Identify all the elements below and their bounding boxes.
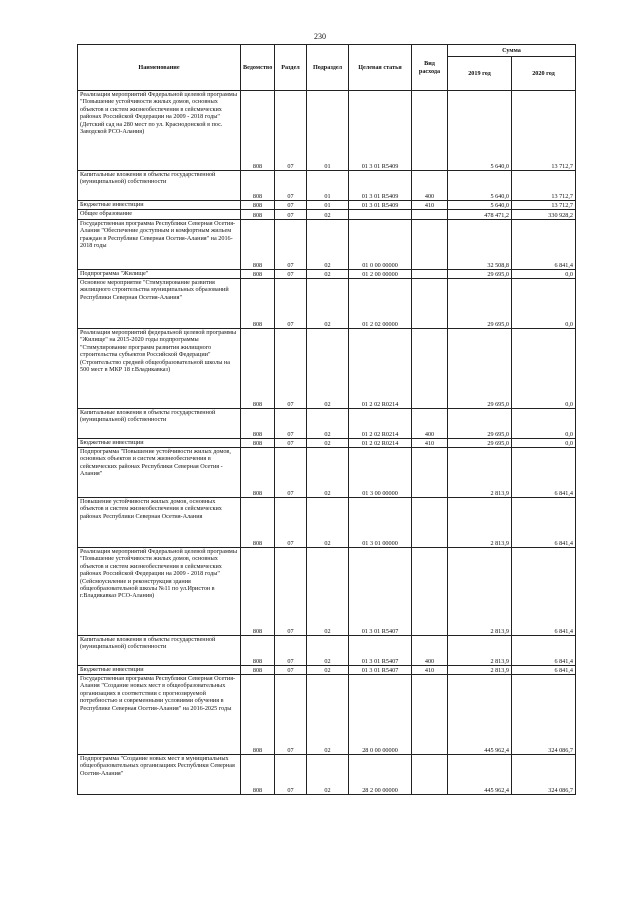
row-name: Государственная программа Республики Северная Осетия-Алания "Создание новых мест в общеобразовательных организациях в соответствии с прогнозируемой потребностью и современными условиями обучения в Республике Северная Осетия-Алания" на 2016-2025 годы (78, 675, 241, 755)
header-vedomstvo: Ведомство (241, 45, 275, 91)
row-2020: 6 841,4 (512, 448, 576, 498)
row-name: Бюджетные инвестиции (78, 666, 241, 675)
row-name: Бюджетные инвестиции (78, 439, 241, 448)
row-razdel: 07 (275, 270, 307, 279)
row-vedomstvo: 808 (241, 201, 275, 210)
row-2019: 5 640,0 (448, 201, 512, 210)
row-2019: 29 695,0 (448, 270, 512, 279)
table-row (78, 755, 576, 795)
row-expense: 410 (412, 439, 448, 448)
row-vedomstvo: 808 (241, 636, 275, 666)
row-podrazdel: 02 (307, 329, 349, 409)
row-expense (412, 498, 448, 548)
row-name: Капитальные вложения в объекты государственной (муниципальной) собственности (78, 409, 241, 439)
row-razdel: 07 (275, 675, 307, 755)
row-expense: 400 (412, 409, 448, 439)
header-target: Целевая статья (349, 45, 412, 91)
row-target: 01 3 00 00000 (349, 448, 412, 498)
row-podrazdel: 02 (307, 448, 349, 498)
row-vedomstvo: 808 (241, 548, 275, 636)
header-sum: Сумма (448, 45, 576, 57)
row-podrazdel: 01 (307, 171, 349, 201)
table-row (78, 220, 576, 270)
table-row (78, 91, 576, 171)
row-vedomstvo: 808 (241, 675, 275, 755)
row-razdel: 07 (275, 91, 307, 171)
table-row (78, 498, 576, 548)
row-2019: 2 813,9 (448, 498, 512, 548)
header-2019: 2019 год (448, 57, 512, 91)
row-podrazdel: 02 (307, 409, 349, 439)
row-vedomstvo: 808 (241, 329, 275, 409)
row-vedomstvo: 808 (241, 498, 275, 548)
row-2020: 6 841,4 (512, 498, 576, 548)
row-vedomstvo: 808 (241, 270, 275, 279)
row-razdel: 07 (275, 279, 307, 329)
row-2020: 6 841,4 (512, 666, 576, 675)
row-2020: 0,0 (512, 329, 576, 409)
row-expense (412, 329, 448, 409)
table-row (78, 666, 576, 675)
row-name: Реализация мероприятий Федеральной целевой программы "Повышение устойчивости жилых домов, основных объектов и систем жизнеобеспечения в сейсмических районах Российской Федерации на 2009 - 2018 годы" (Детский сад на 280 мест по ул. Краснодонской в пос. Заводской РСО-Алания) (78, 91, 241, 171)
row-target: 01 2 02 R0214 (349, 409, 412, 439)
row-target: 01 3 01 R5409 (349, 201, 412, 210)
row-razdel: 07 (275, 201, 307, 210)
row-2019: 29 695,0 (448, 439, 512, 448)
row-target: 01 3 01 R5407 (349, 636, 412, 666)
table-row (78, 548, 576, 636)
row-2020: 13 712,7 (512, 91, 576, 171)
row-vedomstvo: 808 (241, 171, 275, 201)
row-2020: 6 841,4 (512, 548, 576, 636)
row-name: Капитальные вложения в объекты государственной (муниципальной) собственности (78, 636, 241, 666)
table-row (78, 448, 576, 498)
row-name: Реализация мероприятий федеральной целевой программы "Жилище" на 2015-2020 годы подпрограммы "Стимулирование программ развития жилищного строительства субъектов Российской Федерации" (Строительство средней общеобразовательной школы на 500 мест в МКР 18 г.Владикавказ) (78, 329, 241, 409)
row-2019: 2 813,9 (448, 636, 512, 666)
row-name: Общее образование (78, 210, 241, 220)
row-2019: 445 962,4 (448, 755, 512, 795)
row-target: 28 0 00 00000 (349, 675, 412, 755)
row-podrazdel: 02 (307, 755, 349, 795)
budget-table (77, 44, 576, 795)
row-2019: 2 813,9 (448, 548, 512, 636)
row-vedomstvo: 808 (241, 409, 275, 439)
row-podrazdel: 02 (307, 220, 349, 270)
row-razdel: 07 (275, 666, 307, 675)
row-target: 01 2 02 00000 (349, 279, 412, 329)
row-2020: 6 841,4 (512, 636, 576, 666)
row-vedomstvo: 808 (241, 279, 275, 329)
row-target: 01 3 01 00000 (349, 498, 412, 548)
row-name: Капитальные вложения в объекты государственной (муниципальной) собственности (78, 171, 241, 201)
header-name: Наименование (78, 45, 241, 91)
row-expense (412, 270, 448, 279)
row-2020: 13 712,7 (512, 201, 576, 210)
row-2019: 2 813,9 (448, 666, 512, 675)
row-expense (412, 448, 448, 498)
row-2020: 324 086,7 (512, 675, 576, 755)
row-razdel: 07 (275, 171, 307, 201)
row-expense (412, 279, 448, 329)
row-podrazdel: 02 (307, 548, 349, 636)
row-podrazdel: 02 (307, 439, 349, 448)
row-expense: 410 (412, 666, 448, 675)
row-podrazdel: 02 (307, 675, 349, 755)
row-vedomstvo: 808 (241, 91, 275, 171)
row-2020: 0,0 (512, 409, 576, 439)
table-row (78, 409, 576, 439)
row-name: Повышение устойчивости жилых домов, основных объектов и систем жизнеобеспечения в сейсмических районах Республики Северная Осетия-Алания (78, 498, 241, 548)
row-vedomstvo: 808 (241, 439, 275, 448)
row-2019: 2 813,9 (448, 448, 512, 498)
row-vedomstvo: 808 (241, 210, 275, 220)
row-expense: 400 (412, 171, 448, 201)
row-2020: 330 928,2 (512, 210, 576, 220)
row-expense (412, 91, 448, 171)
row-2019: 5 640,0 (448, 171, 512, 201)
table-row (78, 439, 576, 448)
row-2019: 5 640,0 (448, 91, 512, 171)
row-target: 28 2 00 00000 (349, 755, 412, 795)
row-name: Бюджетные инвестиции (78, 201, 241, 210)
table-row (78, 675, 576, 755)
row-name: Государственная программа Республики Северная Осетия-Алания "Обеспечение доступным и комфортным жильем граждан в Республике Северная Осетия-Алания" на 2016-2018 годы (78, 220, 241, 270)
row-expense: 410 (412, 201, 448, 210)
row-name: Реализация мероприятий Федеральной целевой программы "Повышение устойчивости жилых домов, основных объектов и систем жизнеобеспечения в сейсмических районах Российской Федерации на 2009 - 2018 годы" (Сейсмоусиление и реконструкция здания общеобразовательной школы №11 по ул.Иристон в г.Владикавказ РСО-Алания) (78, 548, 241, 636)
row-razdel: 07 (275, 498, 307, 548)
row-2019: 32 508,8 (448, 220, 512, 270)
table-row (78, 171, 576, 201)
row-name: Подпрограмма "Жилище" (78, 270, 241, 279)
row-2020: 0,0 (512, 270, 576, 279)
row-2019: 478 471,2 (448, 210, 512, 220)
row-2020: 0,0 (512, 439, 576, 448)
row-target: 01 3 01 R5409 (349, 171, 412, 201)
row-podrazdel: 02 (307, 666, 349, 675)
row-razdel: 07 (275, 220, 307, 270)
row-razdel: 07 (275, 448, 307, 498)
header-expense: Вид расхода (412, 45, 448, 91)
row-expense (412, 220, 448, 270)
row-target: 01 2 02 R0214 (349, 439, 412, 448)
row-podrazdel: 01 (307, 201, 349, 210)
row-2020: 0,0 (512, 279, 576, 329)
row-podrazdel: 02 (307, 270, 349, 279)
row-target: 01 0 00 00000 (349, 220, 412, 270)
row-podrazdel: 02 (307, 210, 349, 220)
row-target (349, 210, 412, 220)
table-row (78, 636, 576, 666)
row-expense (412, 675, 448, 755)
row-razdel: 07 (275, 210, 307, 220)
row-2020: 324 086,7 (512, 755, 576, 795)
row-name: Основное мероприятие "Стимулирование развития жилищного строительства муниципальных образований Республики Северная Осетия-Алания" (78, 279, 241, 329)
row-2019: 29 695,0 (448, 279, 512, 329)
row-razdel: 07 (275, 409, 307, 439)
row-2019: 29 695,0 (448, 409, 512, 439)
row-name: Подпрограмма "Создание новых мест в муниципальных общеобразовательных организациях Республики Северная Осетия-Алания" (78, 755, 241, 795)
row-podrazdel: 02 (307, 279, 349, 329)
row-vedomstvo: 808 (241, 448, 275, 498)
row-expense (412, 548, 448, 636)
row-2020: 13 712,7 (512, 171, 576, 201)
row-2020: 6 841,4 (512, 220, 576, 270)
row-target: 01 2 02 R0214 (349, 329, 412, 409)
table-row (78, 201, 576, 210)
row-vedomstvo: 808 (241, 666, 275, 675)
row-target: 01 3 01 R5407 (349, 666, 412, 675)
row-razdel: 07 (275, 329, 307, 409)
row-razdel: 07 (275, 636, 307, 666)
header-podrazdel: Подраздел (307, 45, 349, 91)
row-razdel: 07 (275, 439, 307, 448)
row-razdel: 07 (275, 755, 307, 795)
table-row (78, 279, 576, 329)
table-row (78, 210, 576, 220)
row-expense: 400 (412, 636, 448, 666)
row-vedomstvo: 808 (241, 220, 275, 270)
row-target: 01 3 01 R5409 (349, 91, 412, 171)
row-razdel: 07 (275, 548, 307, 636)
table-row (78, 329, 576, 409)
row-podrazdel: 02 (307, 636, 349, 666)
header-2020: 2020 год (512, 57, 576, 91)
row-target: 01 2 00 00000 (349, 270, 412, 279)
row-name: Подпрограмма "Повышение устойчивости жилых домов, основных объектов и систем жизнеобеспечения в сейсмических районах Республики Северная Осетия - Алания" (78, 448, 241, 498)
row-expense (412, 755, 448, 795)
row-podrazdel: 02 (307, 498, 349, 548)
header-razdel: Раздел (275, 45, 307, 91)
row-2019: 445 962,4 (448, 675, 512, 755)
row-2019: 29 695,0 (448, 329, 512, 409)
page-number: 230 (314, 32, 326, 41)
row-vedomstvo: 808 (241, 755, 275, 795)
row-target: 01 3 01 R5407 (349, 548, 412, 636)
table-row (78, 270, 576, 279)
row-podrazdel: 01 (307, 91, 349, 171)
row-expense (412, 210, 448, 220)
